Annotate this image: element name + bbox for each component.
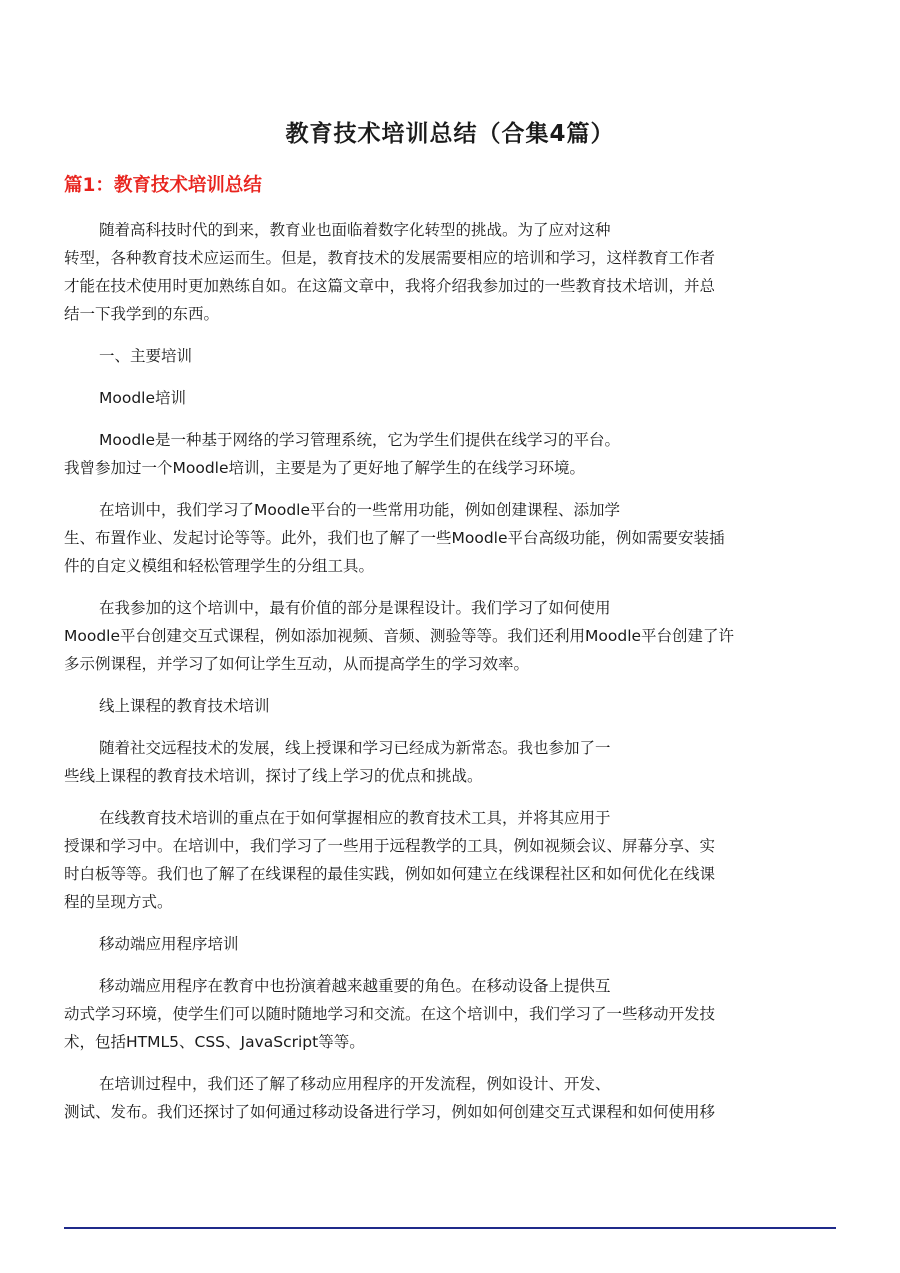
text-line: 程的呈现方式。 [64, 893, 173, 911]
paragraph [64, 216, 834, 328]
text-line: 转型，各种教育技术应运而生。但是，教育技术的发展需要相应的培训和学习，这样教育工作者 [64, 249, 716, 267]
text-line: 在培训中，我们学习了Moodle平台的一些常用功能，例如创建课程、添加学 [99, 501, 621, 519]
text-line: 随着高科技时代的到来，教育业也面临着数字化转型的挑战。为了应对这种 [99, 221, 611, 239]
text-line: Moodle平台创建交互式课程，例如添加视频、音频、测验等等。我们还利用Moodle平台创建了许 [64, 627, 735, 645]
text-line: 才能在技术使用时更加熟练自如。在这篇文章中，我将介绍我参加过的一些教育技术培训，并总 [64, 277, 716, 295]
text-line: 线上课程的教育技术培训 [99, 697, 270, 715]
text-line: 结一下我学到的东西。 [64, 305, 220, 323]
paragraph [64, 930, 834, 958]
paragraph [64, 972, 834, 1056]
paragraph [64, 734, 834, 790]
paragraph [64, 804, 834, 916]
paragraph [64, 692, 834, 720]
text-line: 随着社交远程技术的发展，线上授课和学习已经成为新常态。我也参加了一 [99, 739, 611, 757]
text-line: 我曾参加过一个Moodle培训，主要是为了更好地了解学生的在线学习环境。 [64, 459, 586, 477]
paragraph [64, 1070, 834, 1126]
paragraph [64, 342, 834, 370]
text-line: 时白板等等。我们也了解了在线课程的最佳实践，例如如何建立在线课程社区和如何优化在线课 [64, 865, 716, 883]
text-line: 移动端应用程序培训 [99, 935, 239, 953]
paragraph [64, 384, 834, 412]
text-line: 动式学习环境，使学生们可以随时随地学习和交流。在这个培训中，我们学习了一些移动开发技 [64, 1005, 716, 1023]
paragraph [64, 594, 834, 678]
text-line: 件的自定义模组和轻松管理学生的分组工具。 [64, 557, 375, 575]
paragraph [64, 496, 834, 580]
text-line: 在我参加的这个培训中，最有价值的部分是课程设计。我们学习了如何使用 [99, 599, 611, 617]
section-heading: 篇1：教育技术培训总结 [64, 175, 262, 196]
text-line: 授课和学习中。在培训中，我们学习了一些用于远程教学的工具，例如视频会议、屏幕分享、实 [64, 837, 716, 855]
text-line: 移动端应用程序在教育中也扮演着越来越重要的角色。在移动设备上提供互 [99, 977, 611, 995]
text-line: Moodle是一种基于网络的学习管理系统，它为学生们提供在线学习的平台。 [99, 431, 621, 449]
text-line: 测试、发布。我们还探讨了如何通过移动设备进行学习，例如如何创建交互式课程和如何使用移 [64, 1103, 716, 1121]
footer-divider [64, 1227, 836, 1229]
text-line: Moodle培训 [99, 389, 187, 407]
text-line: 术，包括HTML5、CSS、JavaScript等等。 [64, 1033, 365, 1051]
text-line: 多示例课程，并学习了如何让学生互动，从而提高学生的学习效率。 [64, 655, 530, 673]
paragraph [64, 426, 834, 482]
document-body [64, 216, 834, 1140]
text-line: 些线上课程的教育技术培训，探讨了线上学习的优点和挑战。 [64, 767, 483, 785]
text-line: 生、布置作业、发起讨论等等。此外，我们也了解了一些Moodle平台高级功能，例如需要安装插 [64, 529, 725, 547]
text-line: 在线教育技术培训的重点在于如何掌握相应的教育技术工具，并将其应用于 [99, 809, 611, 827]
text-line: 在培训过程中，我们还了解了移动应用程序的开发流程，例如设计、开发、 [99, 1075, 611, 1093]
document-title: 教育技术培训总结（合集4篇） [285, 121, 615, 147]
text-line: 一、主要培训 [99, 347, 193, 365]
